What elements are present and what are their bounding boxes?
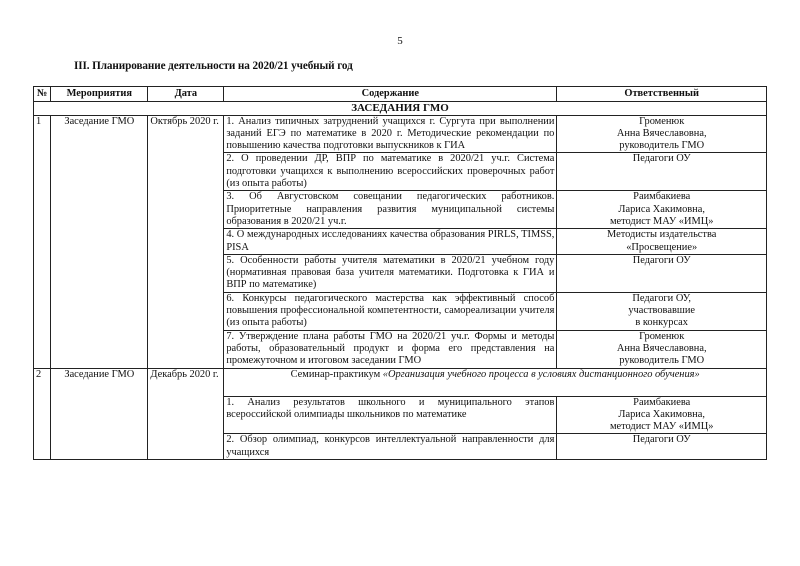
responsible-cell bbox=[557, 292, 767, 330]
agenda-item: 1. Анализ типичных затруднений учащихся г. Сургута при выполнении заданий ЕГЭ по математике в 2020 г. Методические рекомендации по повышению качества подготовки выпускников к ГИА bbox=[224, 115, 557, 153]
agenda-item: 2. Обзор олимпиад, конкурсов интеллектуальной направленности для учащихся bbox=[224, 434, 557, 460]
agenda-item: 5. Особенности работы учителя математики в 2020/21 учебном году (нормативная правовая база учителя математики. Подготовка к ГИА и ВПР по математике) bbox=[224, 254, 557, 292]
meeting-num: 1 bbox=[34, 115, 51, 368]
responsible-line: Анна Вячеславовна, bbox=[616, 127, 707, 139]
responsible-cell bbox=[557, 330, 767, 368]
responsible-line: Раимбакиева bbox=[633, 396, 691, 408]
header-responsible: Ответственный bbox=[557, 87, 767, 102]
responsible-cell bbox=[557, 229, 767, 255]
responsible-line: методист МАУ «ИМЦ» bbox=[609, 421, 714, 433]
responsible-line: Педагоги ОУ, bbox=[632, 292, 692, 304]
table-row bbox=[34, 368, 767, 396]
responsible-cell bbox=[557, 115, 767, 153]
responsible-line: участвовавшие bbox=[628, 305, 696, 317]
responsible-cell bbox=[557, 191, 767, 229]
seminar-prefix: Семинар-практикум bbox=[290, 368, 383, 380]
responsible-line: Педагоги ОУ bbox=[632, 153, 691, 165]
plan-table bbox=[33, 86, 767, 460]
responsible-cell bbox=[557, 153, 767, 191]
agenda-item: 4. О международных исследованиях качества образования PIRLS, TIMSS, PISA bbox=[224, 229, 557, 255]
table-header-row bbox=[34, 87, 767, 102]
meeting-date: Октябрь 2020 г. bbox=[148, 115, 224, 368]
group-title: ЗАСЕДАНИЯ ГМО bbox=[34, 102, 767, 115]
responsible-cell bbox=[557, 254, 767, 292]
seminar-title bbox=[224, 368, 767, 396]
responsible-line: Громенюк bbox=[639, 115, 685, 127]
responsible-line: Громенюк bbox=[639, 330, 685, 342]
responsible-line: руководитель ГМО bbox=[619, 140, 705, 152]
responsible-line: «Просвещение» bbox=[626, 241, 698, 253]
agenda-item: 6. Конкурсы педагогического мастерства как эффективный способ повышения профессиональной компетентности, самореализации учителя (из опыта работы) bbox=[224, 292, 557, 330]
responsible-line: Раимбакиева bbox=[633, 191, 691, 203]
agenda-item: 2. О проведении ДР, ВПР по математике в 2020/21 уч.г. Система подготовки учащихся к выполнению всероссийских проверочных работ (из опыта работы) bbox=[224, 153, 557, 191]
page-number: 5 bbox=[397, 35, 403, 47]
meeting-event: Заседание ГМО bbox=[51, 115, 148, 368]
responsible-line: Методисты издательства bbox=[607, 229, 717, 241]
agenda-item: 7. Утверждение плана работы ГМО на 2020/21 уч.г. Формы и методы работы, образовательный продукт и форма его представления на промежуточном и итоговом заседании ГМО bbox=[224, 330, 557, 368]
responsible-line: руководитель ГМО bbox=[619, 355, 705, 367]
meeting-event: Заседание ГМО bbox=[51, 368, 148, 459]
agenda-item: 1. Анализ результатов школьного и муниципального этапов всероссийской олимпиады школьников по математике bbox=[224, 396, 557, 434]
meeting-date: Декабрь 2020 г. bbox=[148, 368, 224, 459]
section-title: III. Планирование деятельности на 2020/21 учебный год bbox=[74, 60, 353, 72]
responsible-line: методист МАУ «ИМЦ» bbox=[609, 215, 714, 227]
responsible-cell bbox=[557, 434, 767, 460]
responsible-line: Педагоги ОУ bbox=[632, 434, 691, 446]
responsible-line: Педагоги ОУ bbox=[632, 254, 691, 266]
table-row bbox=[34, 115, 767, 153]
meeting-num: 2 bbox=[34, 368, 51, 459]
group-row bbox=[34, 102, 767, 115]
responsible-line: Лариса Хакимовна, bbox=[618, 408, 705, 420]
agenda-item: 3. Об Августовском совещании педагогических работников. Приоритетные направления развития муниципальной системы образования в 2020/21 уч.г. bbox=[224, 191, 557, 229]
header-num: № bbox=[34, 87, 51, 102]
header-event: Мероприятия bbox=[51, 87, 148, 102]
header-date: Дата bbox=[148, 87, 224, 102]
header-content: Содержание bbox=[224, 87, 557, 102]
responsible-line: в конкурсах bbox=[635, 317, 688, 329]
responsible-line: Лариса Хакимовна, bbox=[618, 203, 705, 215]
responsible-cell bbox=[557, 396, 767, 434]
responsible-line: Анна Вячеславовна, bbox=[616, 342, 707, 354]
seminar-name: «Организация учебного процесса в условиях дистанционного обучения» bbox=[382, 368, 700, 380]
